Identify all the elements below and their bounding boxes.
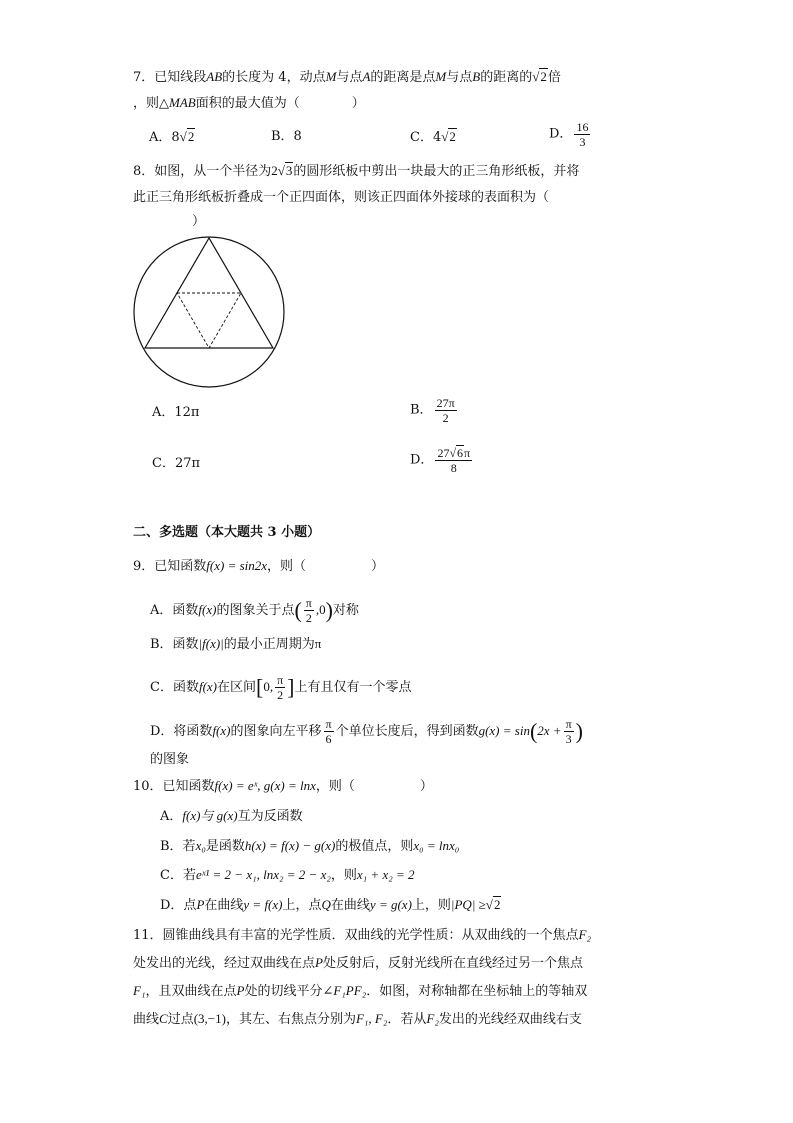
q7-text: 与点: [336, 70, 363, 85]
q8-option-a: A．12π: [152, 405, 200, 420]
q7-var-B: B: [472, 69, 481, 84]
q7-text: 的距离的: [480, 70, 533, 85]
q9-option-a: A．函数f(x)的图象关于点( $\frac{\pi}{2}$ ,0)对称: [150, 596, 359, 625]
q7-text: 的长度为 4，动点: [222, 70, 326, 85]
q11-line2: 处发出的光线，经过双曲线在点P处反射后，反射光线所在直线经过另一个焦点: [133, 955, 583, 971]
q8-line2: 此正三角形纸板折叠成一个正四面体，则该正四面体外接球的表面积为（: [133, 190, 550, 205]
q7-text: ，则: [133, 96, 160, 111]
q8-option-b: B． $\frac{27\pi}{2}$: [410, 396, 455, 425]
q9-option-c: C．函数f(x)在区间[0, $\frac{\pi}{2}$ ]上有且仅有一个零点: [150, 673, 412, 702]
sqrt-symbol: √2: [532, 69, 547, 84]
q10-option-a: A．f(x)与 g(x)互为反函数: [160, 808, 303, 824]
q8-line1: 8．如图，从一个半径为2√3的圆形纸板中剪出一块最大的正三角形纸板，并将: [133, 163, 580, 179]
triangle-symbol: △: [159, 95, 170, 110]
q9-option-d: D．将函数f(x)的图象向左平移 $\frac{\pi}{6}$ 个单位长度后，得到函数g(x) = sin(2x + $\frac{\pi}{3}$ ): [150, 717, 583, 746]
q7-text: 倍: [547, 70, 561, 85]
dashed-inner-triangle: [177, 293, 241, 348]
q9-stem: 9．已知函数f(x) = sin2x，则（ ）: [133, 558, 385, 574]
q11-line4: 曲线C过点(3,−1)，其左、右焦点分别为F₁, F₂．若从F₂发出的光线经双曲线右支: [133, 1011, 582, 1027]
q10-option-d: D．点P在曲线y = f(x)上，点Q在曲线y = g(x)上，则|PQ| ≥√2: [160, 897, 501, 913]
q7-option-d: D． $\frac{16}{3}$: [549, 120, 589, 149]
q7-text: 7．已知线段: [133, 70, 207, 85]
q9-option-b: B．函数|f(x)|的最小正周期为π: [150, 636, 322, 652]
q7-option-a: A．8√2: [149, 129, 195, 145]
q7-option-b: B．8: [271, 129, 302, 144]
q7-var-M: M: [435, 69, 447, 84]
q7-text: 与点: [446, 70, 473, 85]
q10-option-b: B．若x₀是函数h(x) = f(x) − g(x)的极值点，则x₀ = lnx₀: [160, 838, 460, 854]
outer-circle: [134, 237, 284, 387]
q7-var-AB: AB: [206, 69, 223, 84]
q7-var-MAB: MAB: [169, 95, 196, 110]
q11-line1: 11．圆锥曲线具有丰富的光学性质．双曲线的光学性质：从双曲线的一个焦点F₂: [133, 927, 592, 943]
circle-triangle-figure: [132, 235, 290, 391]
q7-line1: [133, 68, 561, 87]
q7-text: 面积的最大值为（ ）: [195, 96, 365, 111]
section-title: 二、多选题（本大题共 3 小题）: [133, 525, 321, 540]
q7-var-M: M: [325, 69, 337, 84]
q10-stem: 10．已知函数f(x) = eˣ, g(x) = lnx，则（ ）: [133, 778, 433, 794]
q8-option-d: D． $\frac{27√6\pi}{8}$: [410, 446, 471, 475]
q7-text: 的距离是点: [370, 70, 436, 85]
q9-option-d-tail: 的图象: [150, 752, 190, 767]
q7-option-c: C．4√2: [410, 129, 456, 145]
q7-var-A: A: [362, 69, 371, 84]
q7-line2: [133, 94, 365, 113]
q8-option-c: C．27π: [152, 456, 201, 471]
q10-option-c: C．若eˣ¹ = 2 − x₁, lnx₂ = 2 − x₂，则x₁ + x₂ = 2: [160, 867, 415, 883]
q11-line3: F₁，且双曲线在点P处的切线平分∠F₁PF₂．如图，对称轴都在坐标轴上的等轴双: [133, 983, 588, 999]
q8-line3: ）: [192, 214, 206, 229]
